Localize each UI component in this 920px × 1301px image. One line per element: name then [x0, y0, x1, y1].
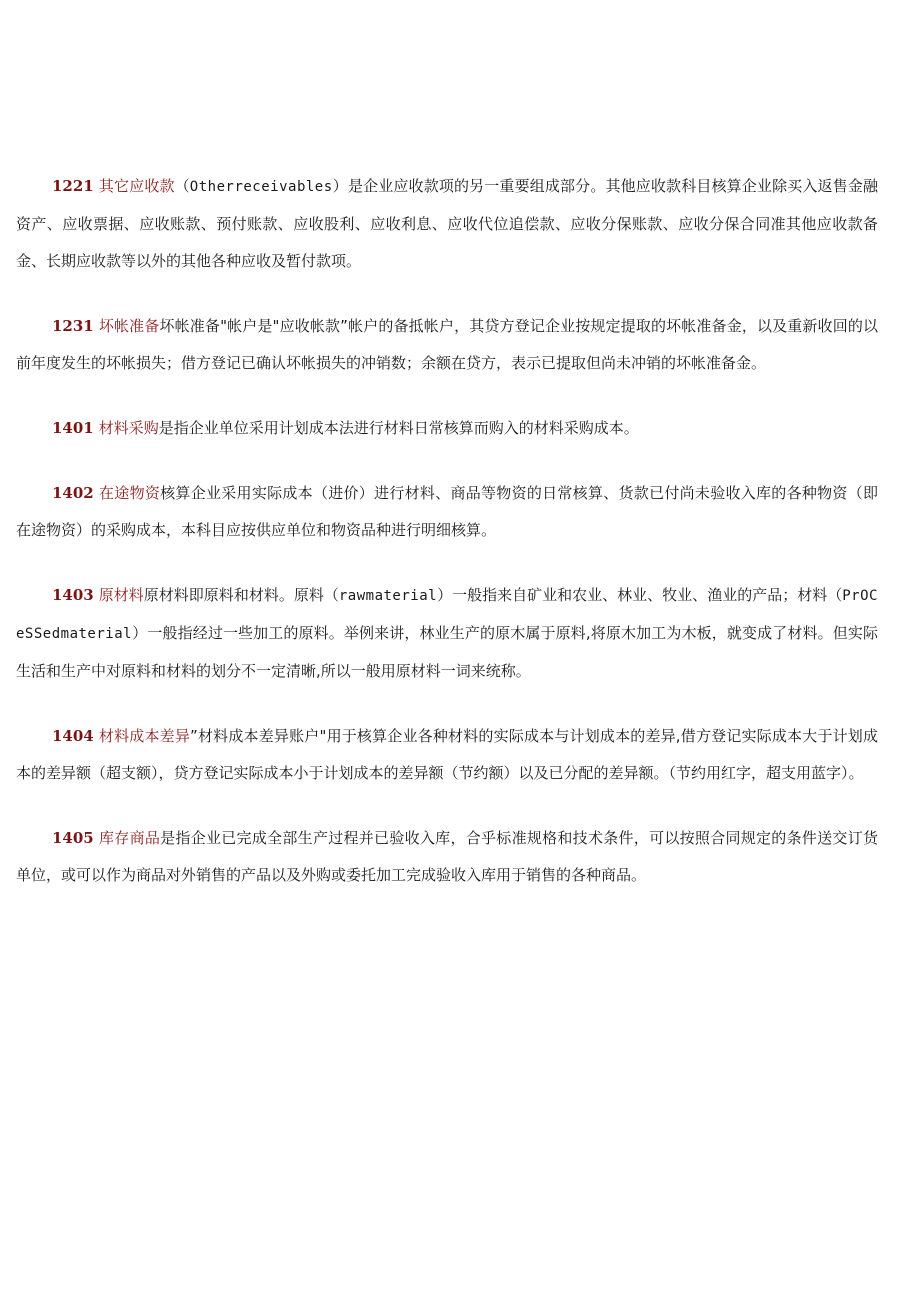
- account-code: 1231: [52, 317, 94, 335]
- entry-text: 坏帐准备"帐户是"应收帐款”帐户的备抵帐户，其贷方登记企业按规定提取的坏帐准备金，以及重新收回的以前年度发生的坏帐损失；借方登记已确认坏帐损失的冲销数；余额在贷方，表示已提取但尚未冲销的坏帐准备金。: [16, 317, 878, 372]
- english-term: rawmaterial: [338, 588, 438, 604]
- account-term: 材料采购: [98, 419, 159, 437]
- account-term: 材料成本差异: [98, 727, 191, 745]
- english-term: PrOCeSSedmaterial: [16, 588, 878, 642]
- account-term: 坏帐准备: [98, 317, 160, 335]
- account-code: 1221: [52, 177, 94, 195]
- english-term: Otherreceivables: [189, 179, 333, 195]
- entry-text: ”材料成本差异账户"用于核算企业各种材料的实际成本与计划成本的差异,借方登记实际成本大于计划成本的差异额（超支额），贷方登记实际成本小于计划成本的差异额（节约额）以及已分配的差异额。（节约用红字，超支用蓝字）。: [16, 727, 878, 782]
- entry-text: ）是企业应收款项的另一重要组成部分。其他应收款科目核算企业除买入返售金融资产、应收票据、应收账款、预付账款、应收股利、应收利息、应收代位追偿款、应收分保账款、应收分保合同准其他应收款备金、长期应收款等以外的其他各种应收及暂付款项。: [16, 177, 878, 270]
- account-term: 其它应收款: [98, 177, 175, 195]
- entry-text: ）一般指经过一些加工的原料。举例来讲，林业生产的原木属于原料,将原木加工为木板，就变成了材料。但实际生活和生产中对原料和材料的划分不一定清晰,所以一般用原材料一词来统称。: [16, 624, 878, 680]
- account-code: 1402: [52, 484, 94, 502]
- account-code: 1405: [52, 829, 94, 847]
- account-term: 库存商品: [98, 829, 161, 847]
- entry-1401: [16, 410, 878, 447]
- account-code: 1401: [52, 419, 94, 437]
- entry-text: 原材料即原料和材料。原料（: [143, 586, 339, 604]
- entry-text: ）一般指来自矿业和农业、林业、牧业、渔业的产品；材料（: [437, 586, 843, 604]
- entry-text: 核算企业采用实际成本（进价）进行材料、商品等物资的日常核算、货款已付尚未验收入库的各种物资（即在途物资）的采购成本，本科目应按供应单位和物资品种进行明细核算。: [16, 484, 878, 539]
- entry-1231: [16, 308, 878, 382]
- account-code: 1403: [52, 586, 94, 604]
- account-code: 1404: [52, 727, 94, 745]
- entry-1402: [16, 475, 878, 549]
- account-term: 在途物资: [98, 484, 161, 502]
- entry-text: （: [174, 177, 190, 195]
- document-body: [16, 168, 878, 922]
- entry-1405: [16, 820, 878, 894]
- entry-text: 是指企业已完成全部生产过程并已验收入库，合乎标准规格和技术条件，可以按照合同规定的条件送交订货单位，或可以作为商品对外销售的产品以及外购或委托加工完成验收入库用于销售的各种商品。: [16, 829, 878, 884]
- entry-1403: [16, 577, 878, 690]
- entry-text: 是指企业单位采用计划成本法进行材料日常核算而购入的材料采购成本。: [158, 419, 639, 437]
- entry-1404: [16, 718, 878, 792]
- entry-1221: [16, 168, 878, 280]
- account-term: 原材料: [98, 586, 144, 604]
